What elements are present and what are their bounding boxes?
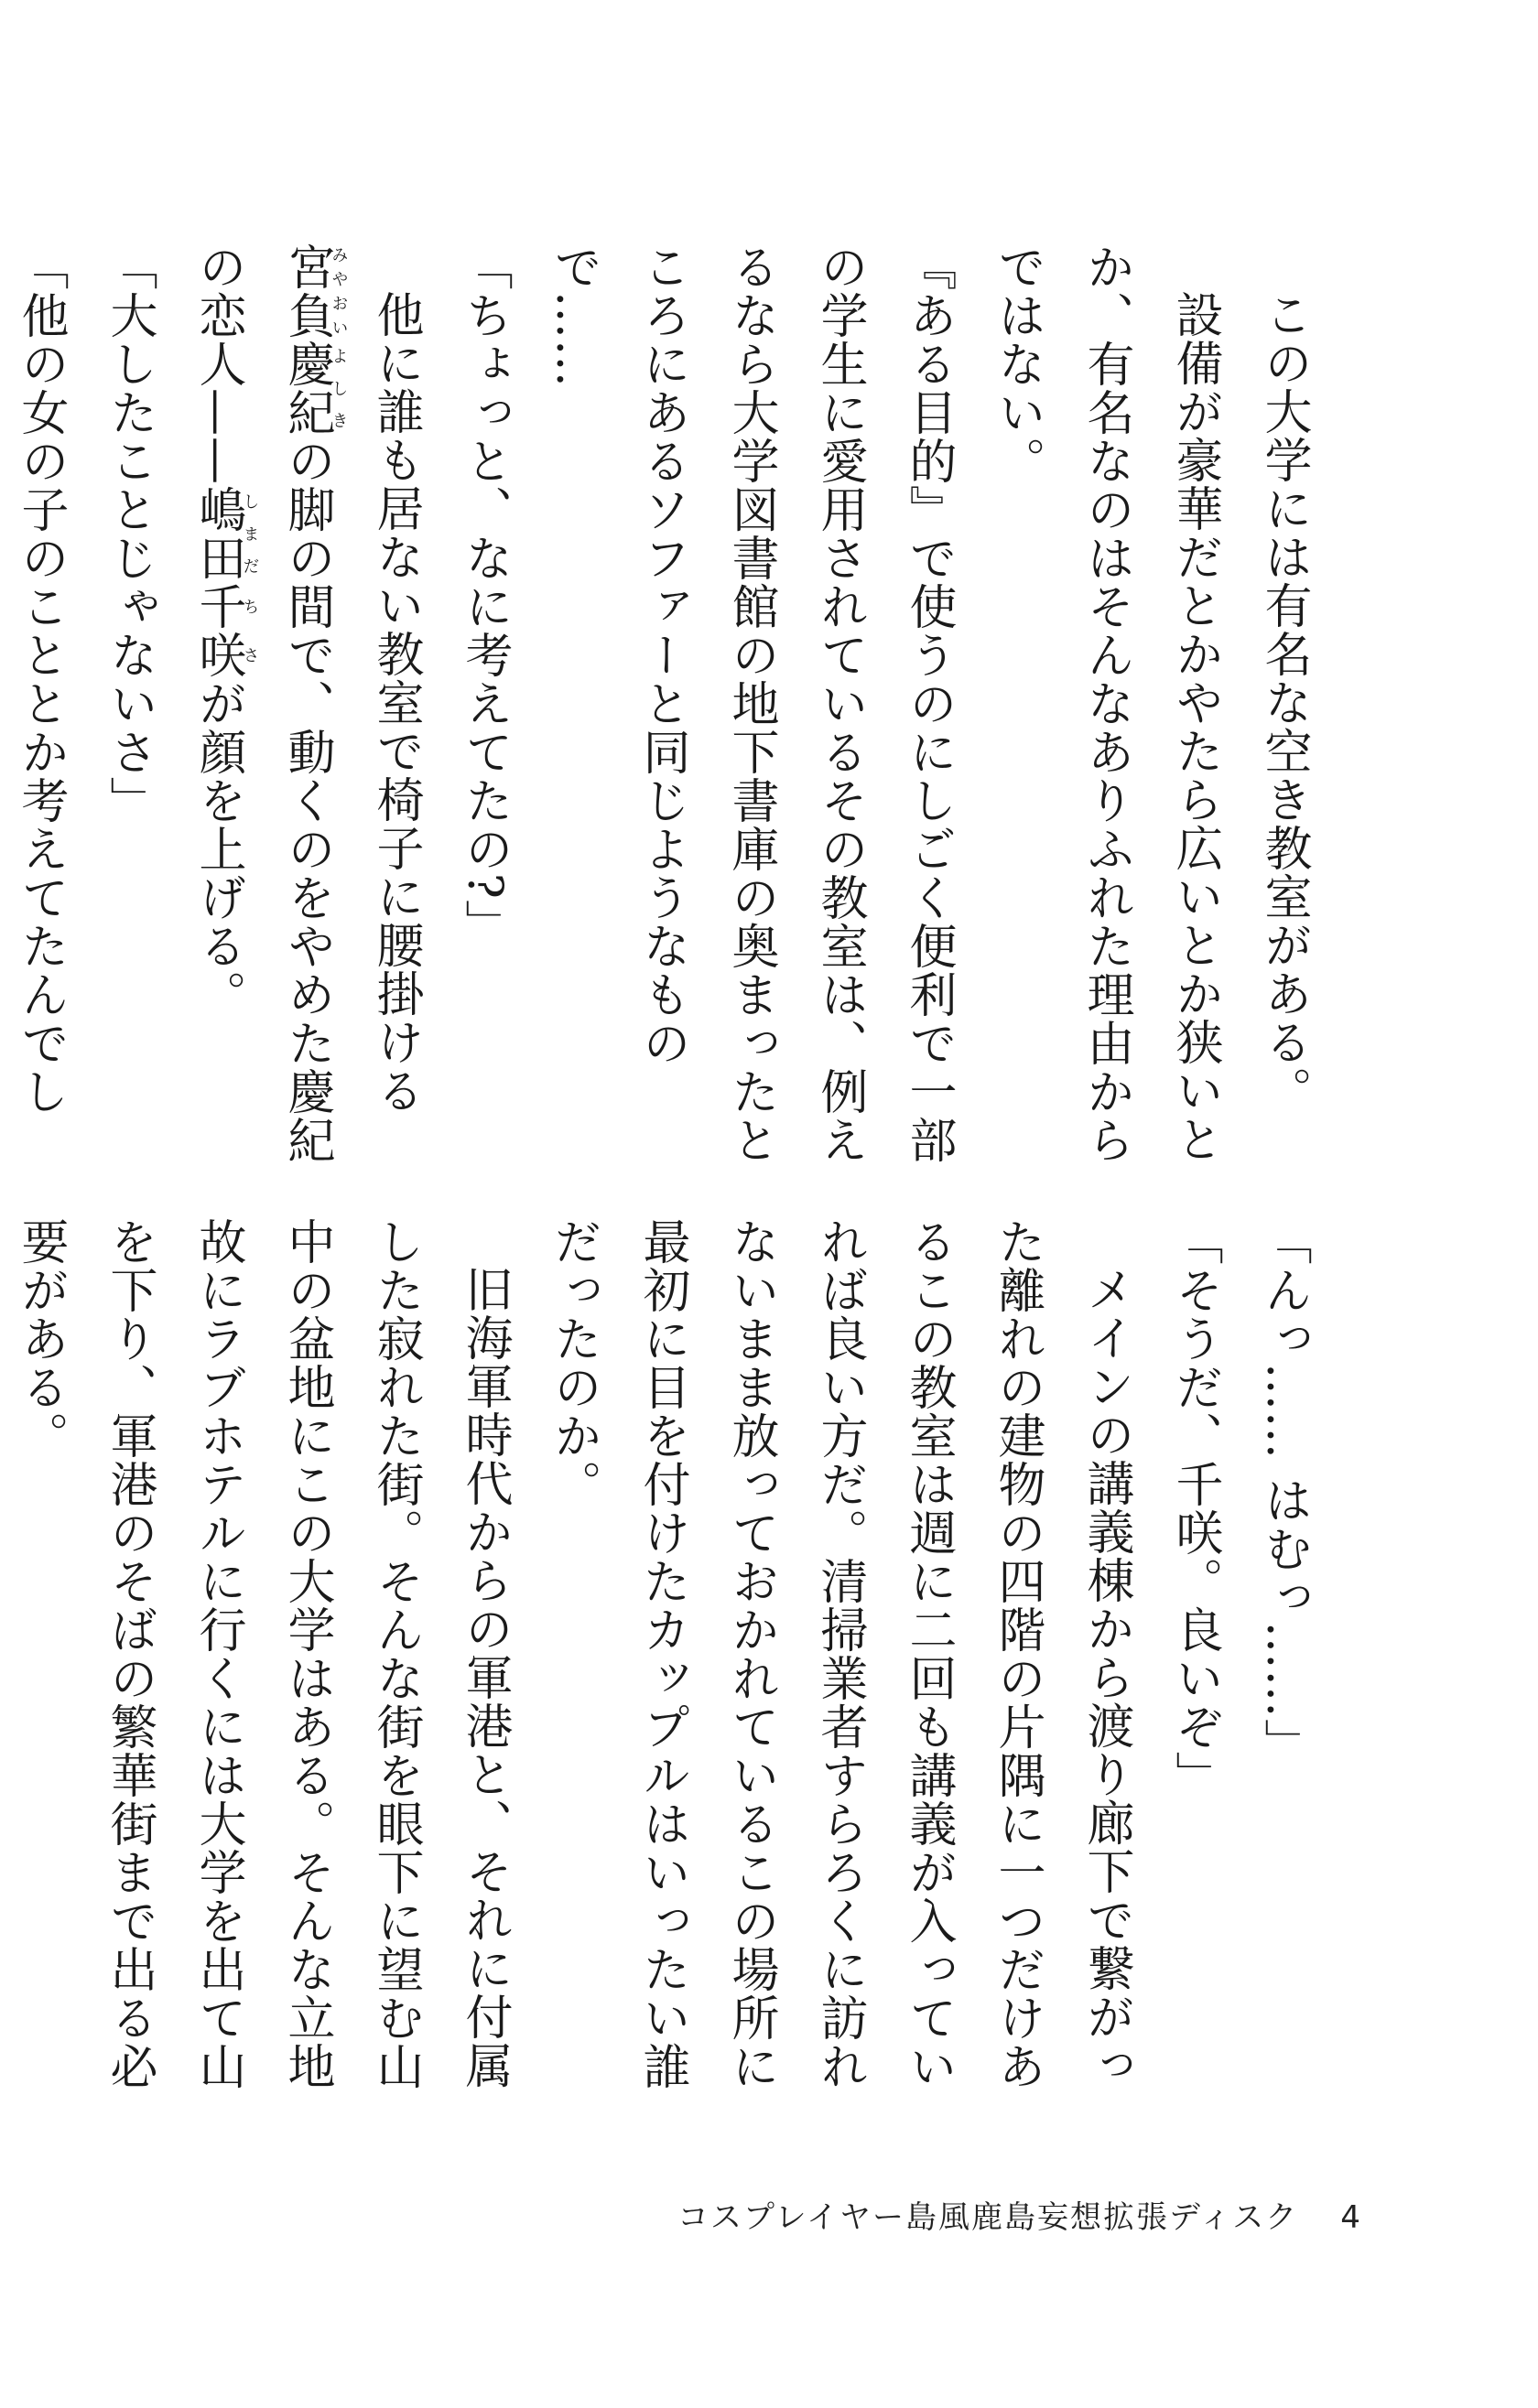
dialogue-line: 「んっ…… はむっ……」 [1256, 1217, 1311, 1767]
ruby-name: 慶紀よしき [279, 340, 349, 437]
paragraph-with-ruby [173, 243, 439, 1172]
ruby-name: 千咲ちさ [190, 582, 260, 679]
dialogue-line: 「そうだ、千咲。良いぞ」 [1167, 1217, 1222, 1799]
paragraph: 設備が豪華だとかやたら広いとか狭いとか、有名なのはそんなありふれた理由からではない。 [990, 243, 1222, 1164]
paragraph: この大学には有名な空き教室がある。 [1256, 290, 1311, 1115]
upper-text-block [13, 243, 1327, 1172]
text-span: 他に誰も居ない教室で椅子に腰掛ける [368, 290, 423, 1115]
page-footer [677, 2192, 1362, 2237]
paragraph: メインの講義棟から渡り廊下で繋がった離れの建物の四階の片隅に一つだけあるこの教室は週に二回も講義が入っていれば良い方だ。清掃業者すらろくに訪れないまま放っておかれているこの場所に最初に目を付けたカップルはいったい誰だったのか。 [546, 1217, 1133, 2090]
dialogue-line: 「大したことじゃないさ」 [102, 243, 157, 825]
text-span: の脚の間で、動くのをやめた慶紀の恋人—— [190, 243, 334, 1164]
lower-text-block [13, 1217, 1327, 2096]
paragraph: 旧海軍時代からの軍港と、それに付属した寂れた街。そんな街を眼下に望む山中の盆地にこの大学はある。そんな立地故にラブホテルに行くには大学を出て山を下り、軍港のそばの繁華街まで出る必要がある。 [13, 1217, 512, 2090]
page-number: 4 [1340, 2199, 1362, 2236]
ruby-name: 嶋田しまだ [190, 485, 260, 582]
book-title: コスプレイヤー島風鹿島妄想拡張ディスク [677, 2199, 1299, 2236]
ruby-name: 宮負みやおい [279, 243, 349, 340]
dialogue-line: 「ちょっと、なに考えてたの?」 [457, 243, 512, 948]
dialogue-line: 「他の女の子のこととか考えてたんでし [13, 243, 68, 1116]
paragraph: 『ある目的』で使うのにしごく便利で一部の学生に愛用されているその教室は、例えるなら大学図書館の地下書庫の奥まったところにあるソファーと同じようなもので…… [546, 243, 956, 1164]
text-span: が顔を上げる。 [190, 679, 245, 1019]
